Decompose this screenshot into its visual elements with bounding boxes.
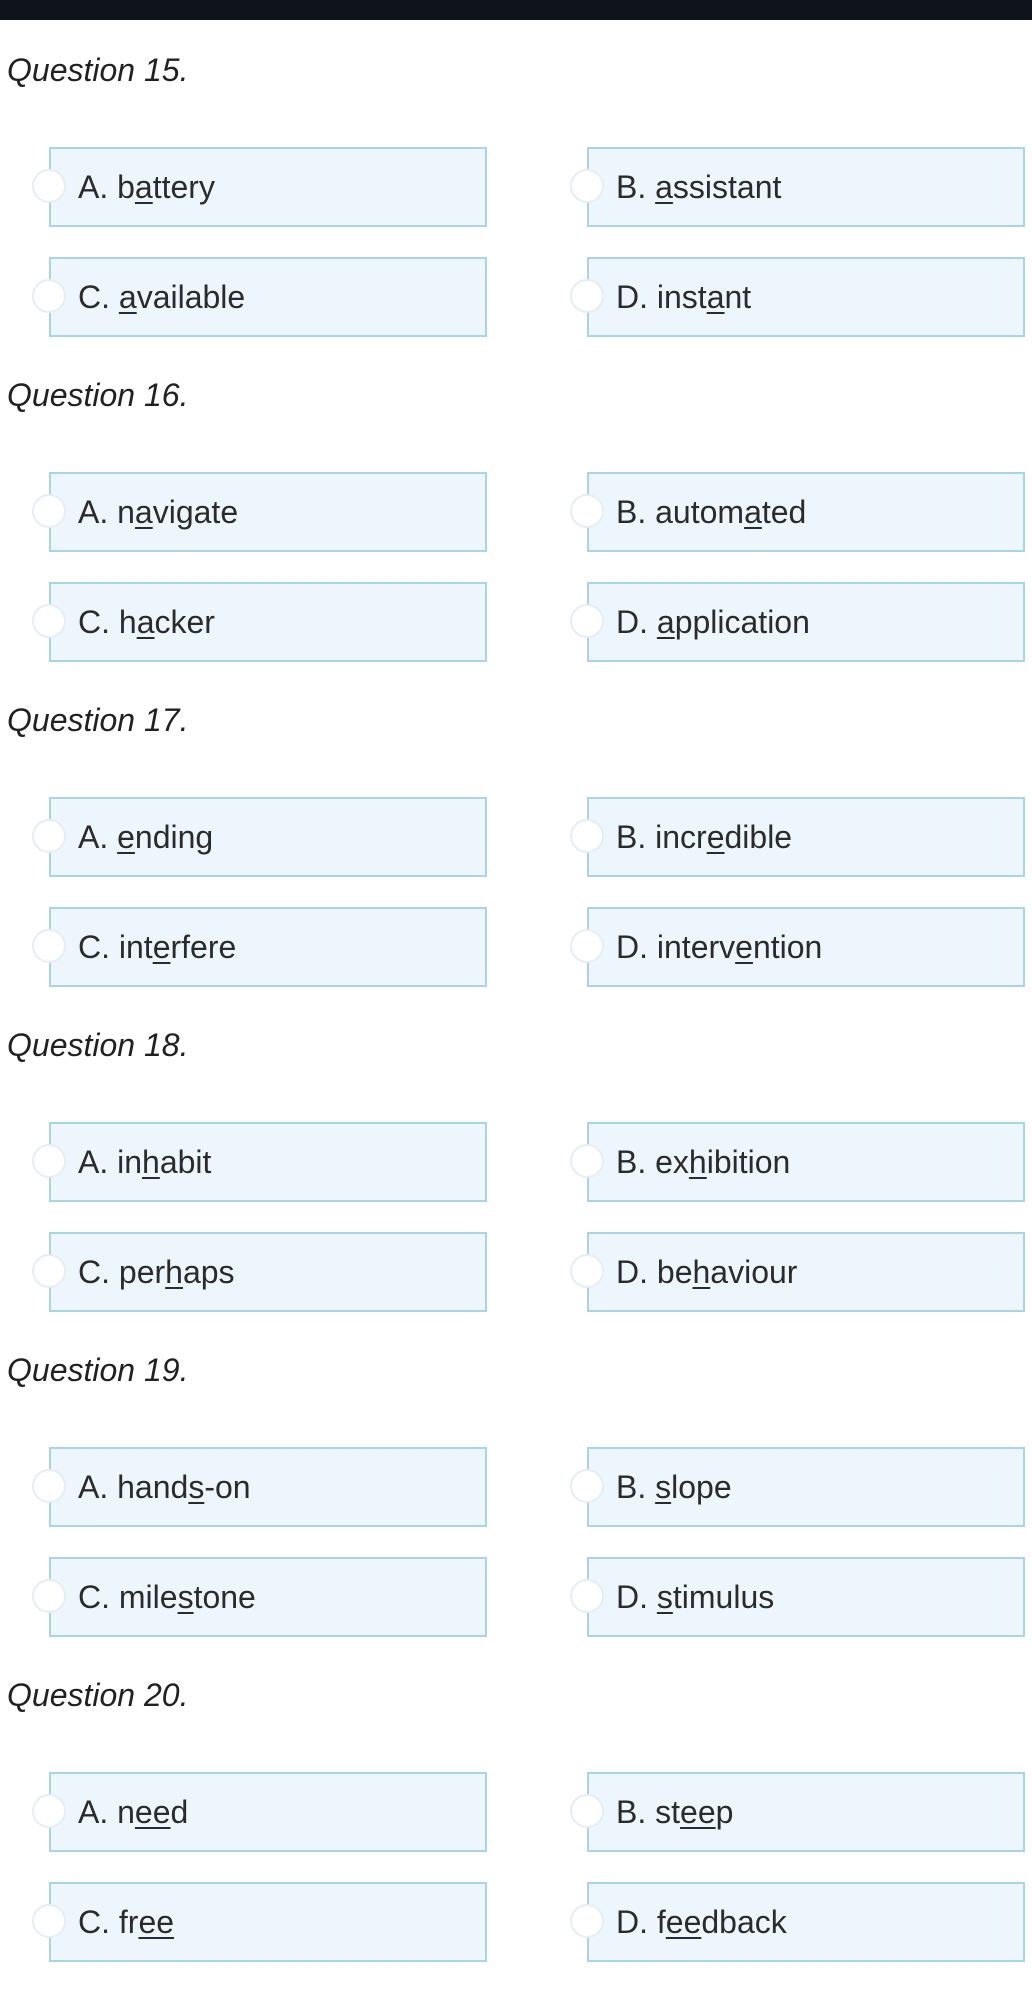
radio-circle-icon[interactable] — [32, 1904, 66, 1938]
option-letter: A. — [78, 1469, 109, 1505]
option-letter: D. — [616, 1579, 648, 1615]
option-letter: C. — [78, 279, 110, 315]
option-underlined-letters: h — [142, 1144, 160, 1180]
option-word-start: n — [117, 494, 135, 530]
option-text — [78, 909, 236, 985]
option-word-end: dible — [724, 819, 793, 855]
option-word-end: ted — [761, 494, 807, 530]
option-word-start: autom — [655, 494, 745, 530]
question-2-option-d[interactable] — [587, 582, 1025, 662]
radio-circle-icon[interactable] — [570, 1469, 604, 1503]
option-underlined-letters: a — [136, 604, 155, 640]
option-word-start: interv — [656, 929, 736, 965]
option-underlined-letters: ee — [134, 1794, 171, 1830]
option-letter: C. — [78, 1254, 110, 1290]
option-text — [78, 1234, 235, 1310]
option-text — [616, 1124, 790, 1200]
option-text — [616, 259, 751, 335]
option-underlined-letters: a — [118, 279, 137, 315]
radio-circle-icon[interactable] — [570, 929, 604, 963]
option-underlined-letters: a — [655, 169, 673, 205]
question-block-4 — [0, 1015, 1032, 1340]
option-text — [78, 1559, 256, 1635]
radio-circle-icon[interactable] — [570, 1794, 604, 1828]
option-text — [616, 1559, 774, 1635]
option-word-start: per — [118, 1254, 166, 1290]
question-title: Question 17. — [7, 702, 189, 738]
option-text — [78, 149, 215, 225]
option-text — [616, 799, 792, 875]
radio-circle-icon[interactable] — [32, 604, 66, 638]
option-letter: B. — [616, 494, 647, 530]
radio-circle-icon[interactable] — [570, 819, 604, 853]
question-block-3 — [0, 690, 1032, 1015]
option-letter: A. — [78, 1794, 109, 1830]
question-title: Question 20. — [7, 1677, 189, 1713]
radio-circle-icon[interactable] — [32, 1579, 66, 1613]
question-5-option-d[interactable] — [587, 1557, 1025, 1637]
option-word-end: nding — [134, 819, 214, 855]
option-underlined-letters: s — [177, 1579, 194, 1615]
option-letter: A. — [78, 819, 109, 855]
question-3-option-b[interactable] — [587, 797, 1025, 877]
option-underlined-letters: a — [134, 494, 153, 530]
radio-circle-icon[interactable] — [570, 169, 604, 203]
option-word-end: ibition — [706, 1144, 791, 1180]
radio-circle-icon[interactable] — [32, 169, 66, 203]
option-letter: A. — [78, 494, 109, 530]
question-block-6 — [0, 1665, 1032, 1990]
option-letter: C. — [78, 929, 110, 965]
radio-circle-icon[interactable] — [32, 1469, 66, 1503]
option-letter: D. — [616, 604, 648, 640]
question-3-option-c[interactable] — [49, 907, 487, 987]
question-6-option-b[interactable] — [587, 1772, 1025, 1852]
radio-circle-icon[interactable] — [32, 494, 66, 528]
option-text — [616, 1774, 733, 1850]
option-word-start: st — [655, 1794, 681, 1830]
option-text — [616, 474, 806, 550]
option-letter: A. — [78, 1144, 109, 1180]
radio-circle-icon[interactable] — [32, 929, 66, 963]
option-letter: A. — [78, 169, 109, 205]
option-text — [78, 1449, 251, 1525]
question-title: Question 19. — [7, 1352, 189, 1388]
option-word-start: h — [118, 604, 137, 640]
radio-circle-icon[interactable] — [32, 1144, 66, 1178]
question-2-option-c[interactable] — [49, 582, 487, 662]
option-text — [78, 474, 238, 550]
option-underlined-letters: h — [165, 1254, 183, 1290]
option-word-start: int — [118, 929, 153, 965]
option-word-end: lope — [671, 1469, 732, 1505]
option-letter: B. — [616, 819, 647, 855]
top-status-bar — [0, 0, 1032, 20]
radio-circle-icon[interactable] — [570, 604, 604, 638]
option-underlined-letters: a — [744, 494, 762, 530]
option-word-start: in — [117, 1144, 143, 1180]
option-word-end: pplication — [674, 604, 810, 640]
option-word-end: ssistant — [672, 169, 782, 205]
option-underlined-letters: ee — [680, 1794, 716, 1830]
option-text — [616, 1234, 797, 1310]
question-title: Question 15. — [7, 52, 189, 88]
option-text — [616, 1884, 787, 1960]
option-letter: B. — [616, 1469, 647, 1505]
option-text — [78, 1124, 211, 1200]
option-word-end: rfere — [170, 929, 237, 965]
radio-circle-icon[interactable] — [570, 494, 604, 528]
option-word-end: cker — [154, 604, 215, 640]
option-underlined-letters: e — [152, 929, 171, 965]
option-text — [616, 909, 822, 985]
question-1-option-a[interactable] — [49, 147, 487, 227]
option-word-end: -on — [204, 1469, 251, 1505]
radio-circle-icon[interactable] — [32, 819, 66, 853]
radio-circle-icon[interactable] — [32, 1794, 66, 1828]
question-6-option-c[interactable] — [49, 1882, 487, 1962]
option-letter: D. — [616, 279, 648, 315]
option-text — [78, 1774, 188, 1850]
question-6-option-d[interactable] — [587, 1882, 1025, 1962]
question-4-option-c[interactable] — [49, 1232, 487, 1312]
option-text — [616, 149, 781, 225]
option-word-end: p — [715, 1794, 734, 1830]
question-2-option-a[interactable] — [49, 472, 487, 552]
option-underlined-letters: e — [117, 819, 135, 855]
option-word-end: d — [170, 1794, 189, 1830]
question-5-option-b[interactable] — [587, 1447, 1025, 1527]
option-word-end: ttery — [152, 169, 215, 205]
question-block-1 — [0, 40, 1032, 365]
radio-circle-icon[interactable] — [32, 279, 66, 313]
option-underlined-letters: a — [656, 604, 675, 640]
option-word-start: f — [656, 1904, 666, 1940]
option-word-end: abit — [159, 1144, 212, 1180]
option-underlined-letters: h — [688, 1144, 707, 1180]
radio-circle-icon[interactable] — [570, 1254, 604, 1288]
option-text — [78, 259, 245, 335]
question-1-option-d[interactable] — [587, 257, 1025, 337]
option-underlined-letters: h — [692, 1254, 711, 1290]
option-word-start: mile — [118, 1579, 178, 1615]
option-letter: B. — [616, 1144, 647, 1180]
question-1-option-c[interactable] — [49, 257, 487, 337]
question-2-option-b[interactable] — [587, 472, 1025, 552]
question-block-5 — [0, 1340, 1032, 1665]
question-3-option-a[interactable] — [49, 797, 487, 877]
option-word-start: incr — [655, 819, 707, 855]
option-letter: D. — [616, 929, 648, 965]
option-letter: D. — [616, 1904, 648, 1940]
question-4-option-b[interactable] — [587, 1122, 1025, 1202]
option-underlined-letters: s — [188, 1469, 205, 1505]
question-title: Question 16. — [7, 377, 189, 413]
option-word-start: fr — [118, 1904, 139, 1940]
option-letter: C. — [78, 1904, 110, 1940]
option-word-end: vigate — [152, 494, 239, 530]
option-word-end: dback — [701, 1904, 787, 1940]
option-word-start: ex — [655, 1144, 689, 1180]
option-word-end: ntion — [752, 929, 823, 965]
option-underlined-letters: s — [656, 1579, 673, 1615]
option-word-end: vailable — [136, 279, 246, 315]
radio-circle-icon[interactable] — [570, 1144, 604, 1178]
option-text — [78, 799, 213, 875]
option-underlined-letters: a — [706, 279, 725, 315]
question-5-option-a[interactable] — [49, 1447, 487, 1527]
option-text — [616, 1449, 732, 1525]
option-word-start: be — [656, 1254, 693, 1290]
option-word-end: nt — [724, 279, 752, 315]
option-underlined-letters: e — [706, 819, 725, 855]
option-letter: C. — [78, 1579, 110, 1615]
question-3-option-d[interactable] — [587, 907, 1025, 987]
option-underlined-letters: s — [655, 1469, 672, 1505]
question-5-option-c[interactable] — [49, 1557, 487, 1637]
question-1-option-b[interactable] — [587, 147, 1025, 227]
option-underlined-letters: ee — [138, 1904, 175, 1940]
option-text — [78, 584, 215, 660]
option-letter: D. — [616, 1254, 648, 1290]
option-word-start: inst — [656, 279, 707, 315]
option-word-end: aviour — [710, 1254, 798, 1290]
question-4-option-d[interactable] — [587, 1232, 1025, 1312]
option-word-start: n — [117, 1794, 135, 1830]
option-letter: B. — [616, 169, 647, 205]
radio-circle-icon[interactable] — [570, 1579, 604, 1613]
option-word-end: aps — [182, 1254, 235, 1290]
question-4-option-a[interactable] — [49, 1122, 487, 1202]
option-letter: B. — [616, 1794, 647, 1830]
option-word-end: timulus — [672, 1579, 775, 1615]
radio-circle-icon[interactable] — [32, 1254, 66, 1288]
question-block-2 — [0, 365, 1032, 690]
question-6-option-a[interactable] — [49, 1772, 487, 1852]
option-word-end: tone — [193, 1579, 256, 1615]
option-letter: C. — [78, 604, 110, 640]
option-underlined-letters: e — [735, 929, 753, 965]
option-word-start: b — [117, 169, 135, 205]
option-text — [616, 584, 810, 660]
option-underlined-letters: ee — [665, 1904, 702, 1940]
option-text — [78, 1884, 174, 1960]
option-word-start: hand — [117, 1469, 189, 1505]
option-underlined-letters: a — [134, 169, 153, 205]
question-title: Question 18. — [7, 1027, 189, 1063]
radio-circle-icon[interactable] — [570, 279, 604, 313]
radio-circle-icon[interactable] — [570, 1904, 604, 1938]
